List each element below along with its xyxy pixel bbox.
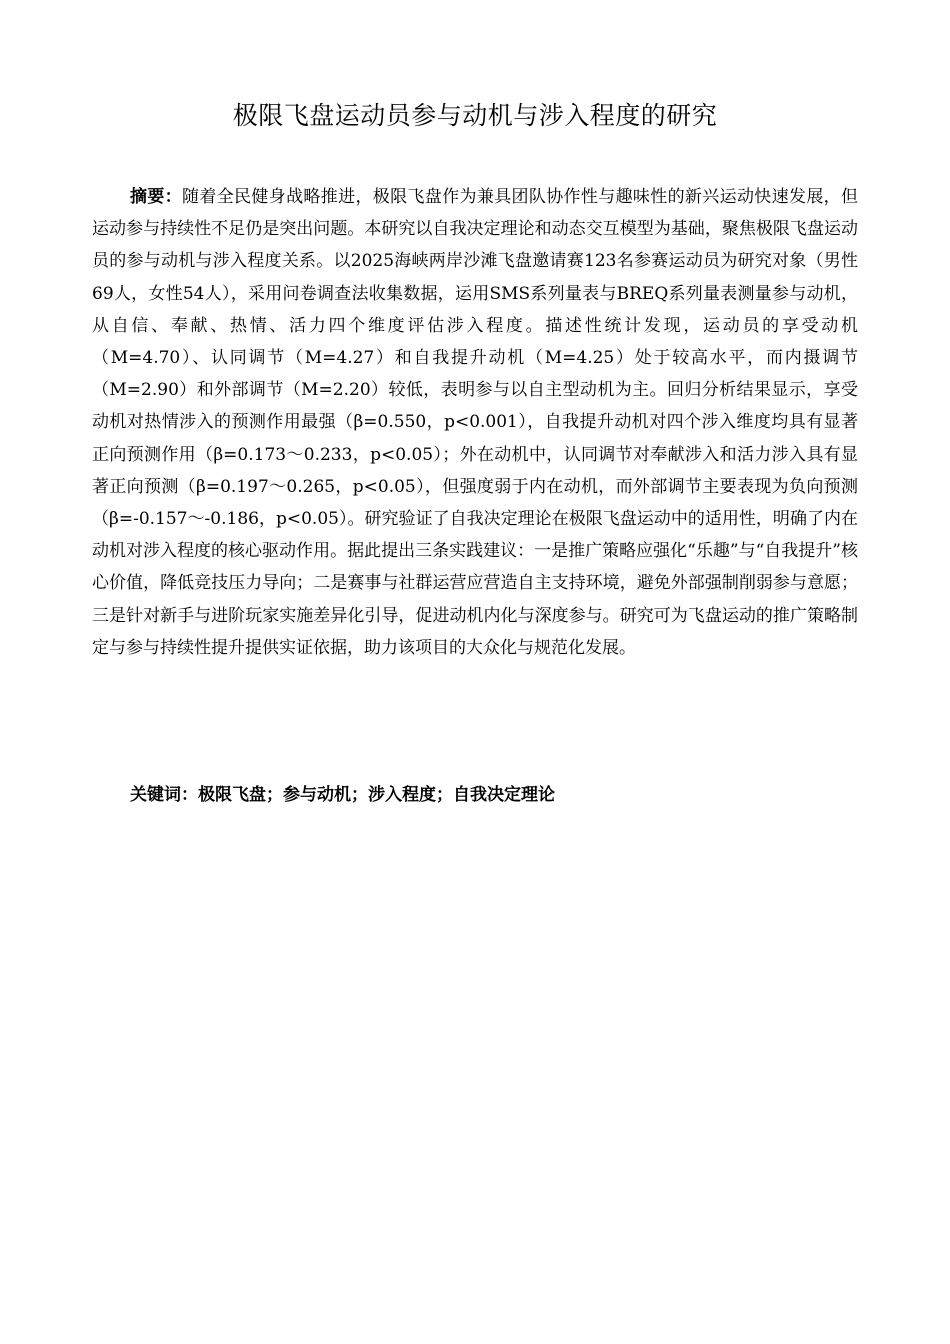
page-title: 极限飞盘运动员参与动机与涉入程度的研究 (232, 101, 718, 130)
keywords-label: 关键词： (130, 785, 198, 805)
keywords-paragraph (92, 779, 858, 811)
abstract-paragraph (92, 181, 858, 664)
abstract-text: 随着全民健身战略推进，极限飞盘作为兼具团队协作性与趣味性的新兴运动快速发展，但运动参与持续性不足仍是突出问题。本研究以自我决定理论和动态交互模型为基础，聚焦极限飞盘运动员的参与动机与涉入程度关系。以2025海峡两岸沙滩飞盘邀请赛123名参赛运动员为研究对象（男性69人，女性54人），采用问卷调查法收集数据，运用SMS系列量表与BREQ系列量表测量参与动机，从自信、奉献、热情、活力四个维度评估涉入程度。描述性统计发现，运动员的享受动机（M=4.70）、认同调节（M=4.27）和自我提升动机（M=4.25）处于较高水平，而内摄调节（M=2.90）和外部调节（M=2.20）较低，表明参与以自主型动机为主。回归分析结果显示，享受动机对热情涉入的预测作用最强（β=0.550，p<0.001），自我提升动机对四个涉入维度均具有显著正向预测作用（β=0.173～0.233，p<0.05）；外在动机中，认同调节对奉献涉入和活力涉入具有显著正向预测（β=0.197～0.265，p<0.05），但强度弱于内在动机，而外部调节主要表现为负向预测（β=-0.157～-0.186，p<0.05）。研究验证了自我决定理论在极限飞盘运动中的适用性，明确了内在动机对涉入程度的核心驱动作用。据此提出三条实践建议：一是推广策略应强化“乐趣”与“自我提升”核心价值，降低竞技压力导向；二是赛事与社群运营应营造自主支持环境，避免外部强制削弱参与意愿；三是针对新手与进阶玩家实施差异化引导，促进动机内化与深度参与。研究可为飞盘运动的推广策略制定与参与持续性提升提供实证依据，助力该项目的大众化与规范化发展。 (92, 187, 859, 658)
keywords-value: 极限飞盘；参与动机；涉入程度；自我决定理论 (198, 785, 555, 805)
abstract-label: 摘要： (130, 187, 183, 207)
